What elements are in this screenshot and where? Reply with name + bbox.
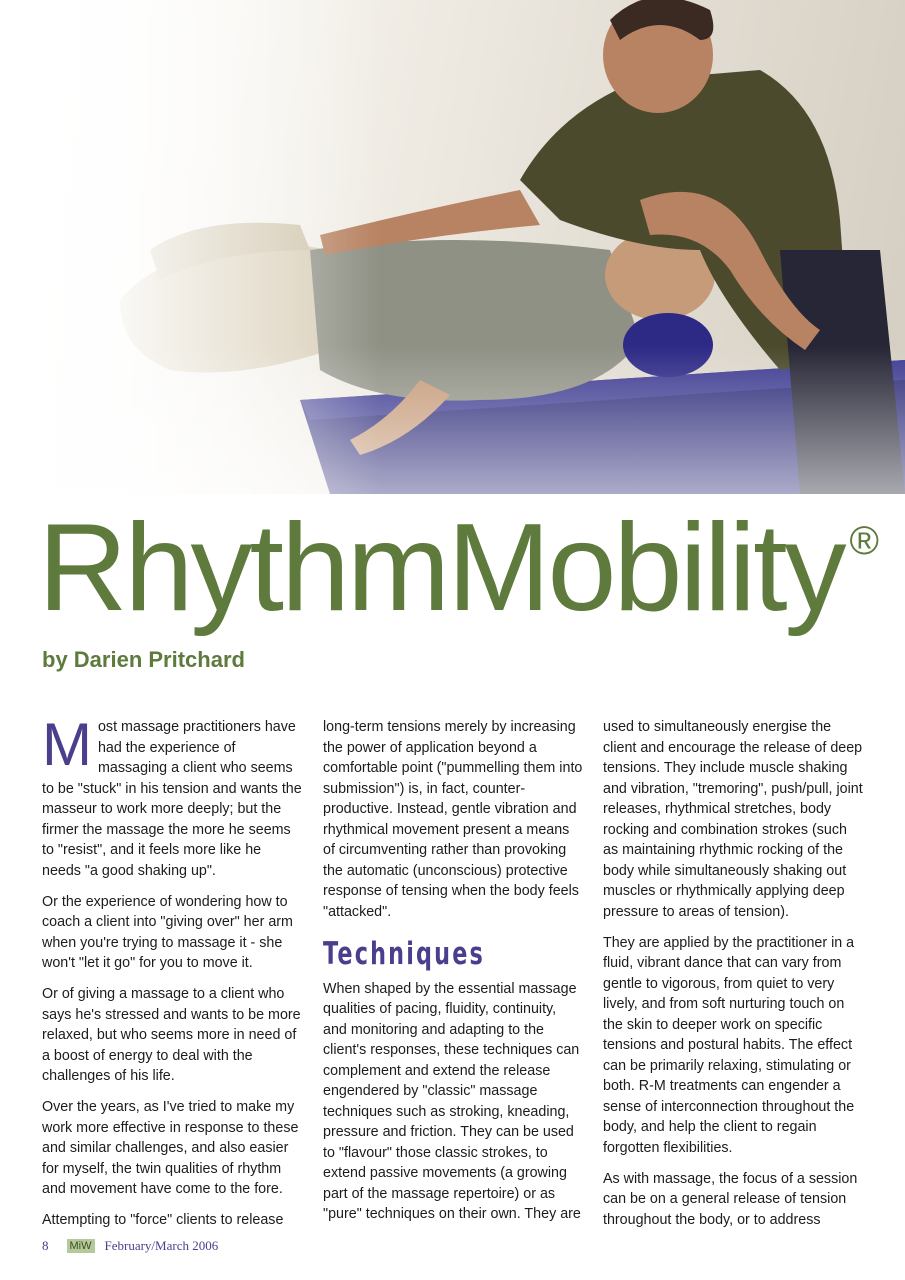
paragraph: used to simultaneously energise the client and encourage the release of deep tensions. They include muscle shaking and vibration, "tremoring", push/pull, joint releases, rhythmical stretches, body rocking and combination strokes (such as maintaining rhythmic rocking of the body while simultaneously shaking out muscles or rhythmically applying deep pressure to areas of tension). [603, 719, 863, 920]
article-title [38, 499, 880, 637]
issue-date: February/March 2006 [104, 1238, 219, 1253]
column-2 [323, 717, 583, 1235]
paragraph: Attempting to "force" clients to release [42, 1212, 284, 1228]
paragraph: When shaped by the essential massage qualities of pacing, fluidity, continuity, and monitoring and adapting to the client's responses, these techniques can complement and extend the release engendered by "classic" massage techniques such as stroking, kneading, pressure and friction. They can be used to "flavour" those classic strokes, to extend passive movements (a growing part of the massage repertoire) or as "pure" techniques on their own. They are [323, 980, 581, 1222]
magazine-logo: MiW [67, 1239, 95, 1253]
paragraph: Or the experience of wondering how to coach a client into "giving over" her arm when you're trying to massage it - she won't "let it go" for you to move it. [42, 893, 293, 971]
drop-cap: M [42, 711, 92, 778]
paragraph: Or of giving a massage to a client who says he's stressed and wants to be more relaxed, but who seems more in need of a boost of energy to deal with the challenges of his life. [42, 986, 301, 1084]
hero-photo-massage [0, 0, 905, 494]
paragraph: They are applied by the practitioner in a fluid, vibrant dance that can vary from gentle to vigorous, from quiet to very lively, and from soft nurturing touch on the skin to deeper work on specific tensions and postural habits. The effect can be primarily relaxing, stimulating or both. R-M treatments can engender a sense of interconnection throughout the body, and help the client to regain forgotten flexibilities. [603, 934, 855, 1156]
byline: by Darien Pritchard [42, 647, 245, 672]
column-1 [42, 711, 302, 1241]
paragraph: Most massage practitioners have had the experience of massaging a client who seems to be "stuck" in his tension and wants the masseur to work more deeply; but the firmer the massage the more he seems to "resist", and it feels more like he needs "a good shaking up". [42, 711, 302, 879]
registered-mark: ® [849, 519, 880, 563]
paragraph: long-term tensions merely by increasing the power of application beyond a comfortable point ("pummelling them into submission") is, in fact, counter-productive. Instead, gentle vibration and rhythmical movement present a means of circumventing rather than provoking the automatic (unconscious) protective response of tensing when the body feels "attacked". [323, 719, 583, 920]
column-3 [603, 717, 863, 1241]
page-number: 8 [42, 1238, 49, 1253]
title-text: RhythmMobility [38, 499, 844, 637]
paragraph: Over the years, as I've tried to make my work more effective in response to these and similar challenges, and also easier for myself, the twin qualities of rhythm and movement have come to the fore. [42, 1099, 299, 1197]
paragraph: As with massage, the focus of a session can be on a general release of tension throughout the body, or to address [603, 1170, 858, 1228]
section-heading-techniques: Techniques [323, 936, 485, 972]
page-footer [42, 1238, 218, 1254]
